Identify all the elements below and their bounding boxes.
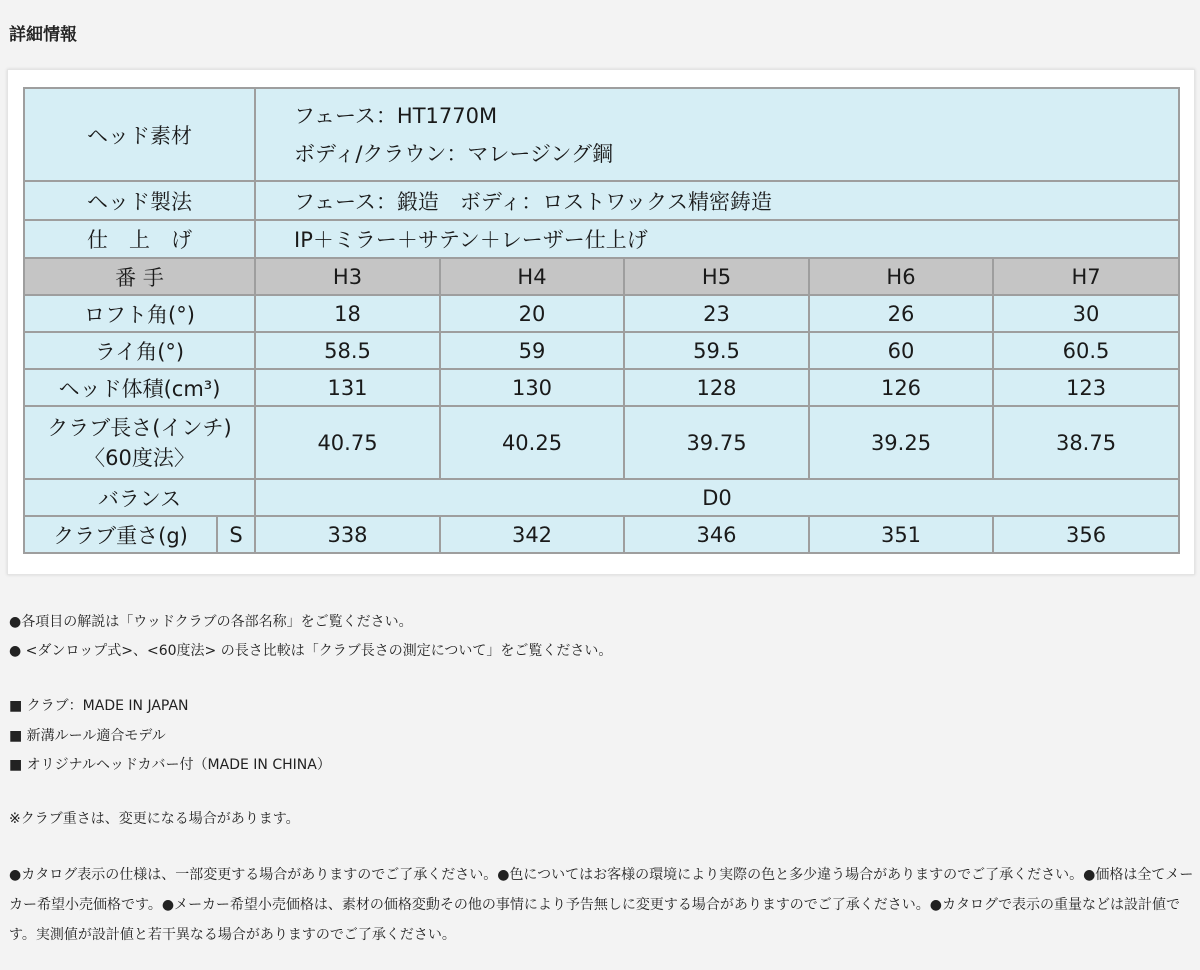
weight-cell: 346: [624, 516, 809, 553]
section-heading: 詳細情報: [9, 25, 77, 45]
lie-label: ライ角(°): [24, 332, 255, 369]
number-cell: H5: [624, 258, 809, 295]
table-row: [24, 479, 1179, 516]
table-row: [24, 258, 1179, 295]
table-row: [24, 295, 1179, 332]
length-label-line: クラブ長さ(インチ): [47, 415, 232, 440]
head-material-label: ヘッド素材: [24, 88, 255, 181]
weight-cell: 351: [809, 516, 993, 553]
number-cell: H4: [440, 258, 624, 295]
balance-value: D0: [255, 479, 1179, 516]
length-cell: 40.25: [440, 406, 624, 479]
note-square: ■ 新溝ルール適合モデル: [9, 728, 166, 744]
spec-table: [23, 87, 1180, 554]
weight-flex: S: [217, 516, 255, 553]
loft-cell: 26: [809, 295, 993, 332]
head-material-line: ボディ/クラウン：マレージング鋼: [294, 141, 614, 166]
head-material-value: [255, 88, 1179, 181]
head-material-line: フェース：HT1770M: [294, 103, 498, 128]
note-square: ■ オリジナルヘッドカバー付（MADE IN CHINA）: [9, 757, 331, 773]
table-row: [24, 516, 1179, 553]
volume-cell: 131: [255, 369, 440, 406]
weight-cell: 342: [440, 516, 624, 553]
weight-label: クラブ重さ(g): [24, 516, 217, 553]
volume-cell: 126: [809, 369, 993, 406]
finish-label: 仕 上 げ: [24, 220, 255, 258]
volume-cell: 130: [440, 369, 624, 406]
lie-cell: 59: [440, 332, 624, 369]
table-row: [24, 332, 1179, 369]
table-row: [24, 406, 1179, 479]
balance-label: バランス: [24, 479, 255, 516]
lie-cell: 60.5: [993, 332, 1179, 369]
table-row: [24, 88, 1179, 181]
head-method-value: フェース：鍛造 ボディ：ロストワックス精密鋳造: [255, 181, 1179, 220]
table-row: [24, 369, 1179, 406]
loft-cell: 30: [993, 295, 1179, 332]
length-cell: 39.75: [624, 406, 809, 479]
lie-cell: 59.5: [624, 332, 809, 369]
volume-cell: 128: [624, 369, 809, 406]
table-row: [24, 220, 1179, 258]
weight-cell: 338: [255, 516, 440, 553]
lie-cell: 58.5: [255, 332, 440, 369]
note-square: ■ クラブ：MADE IN JAPAN: [9, 698, 189, 714]
length-cell: 38.75: [993, 406, 1179, 479]
length-cell: 39.25: [809, 406, 993, 479]
finish-value: IP＋ミラー＋サテン＋レーザー仕上げ: [255, 220, 1179, 258]
volume-cell: 123: [993, 369, 1179, 406]
table-row: [24, 181, 1179, 220]
weight-note: ※クラブ重さは、変更になる場合があります。: [9, 811, 300, 827]
loft-cell: 20: [440, 295, 624, 332]
volume-label: ヘッド体積(cm³): [24, 369, 255, 406]
weight-cell: 356: [993, 516, 1179, 553]
number-cell: H7: [993, 258, 1179, 295]
number-cell: H3: [255, 258, 440, 295]
length-label-line: 〈60度法〉: [84, 445, 195, 470]
loft-cell: 18: [255, 295, 440, 332]
number-cell: H6: [809, 258, 993, 295]
number-label: 番 手: [24, 258, 255, 295]
lie-cell: 60: [809, 332, 993, 369]
loft-label: ロフト角(°): [24, 295, 255, 332]
note-bullet: ●各項目の解説は「ウッドクラブの各部名称」をご覧ください。: [9, 614, 413, 630]
loft-cell: 23: [624, 295, 809, 332]
head-method-label: ヘッド製法: [24, 181, 255, 220]
catalog-note: ●カタログ表示の仕様は、一部変更する場合がありますのでご了承ください。●色についてはお客様の環境により実際の色と多少違う場合がありますのでご了承ください。●価格は全てメーカー希望小売価格です。●メーカー希望小売価格は、素材の価格変動その他の事情により予告無しに変更する場合がありますのでご了承ください。●カタログで表示の重量などは設計値です。実測値が設計値と若干異なる場合がありますのでご了承ください。: [9, 867, 1194, 943]
length-cell: 40.75: [255, 406, 440, 479]
note-bullet: ● <ダンロップ式>、<60度法> の長さ比較は「クラブ長さの測定について」をご覧ください。: [9, 643, 613, 659]
length-label: [24, 406, 255, 479]
